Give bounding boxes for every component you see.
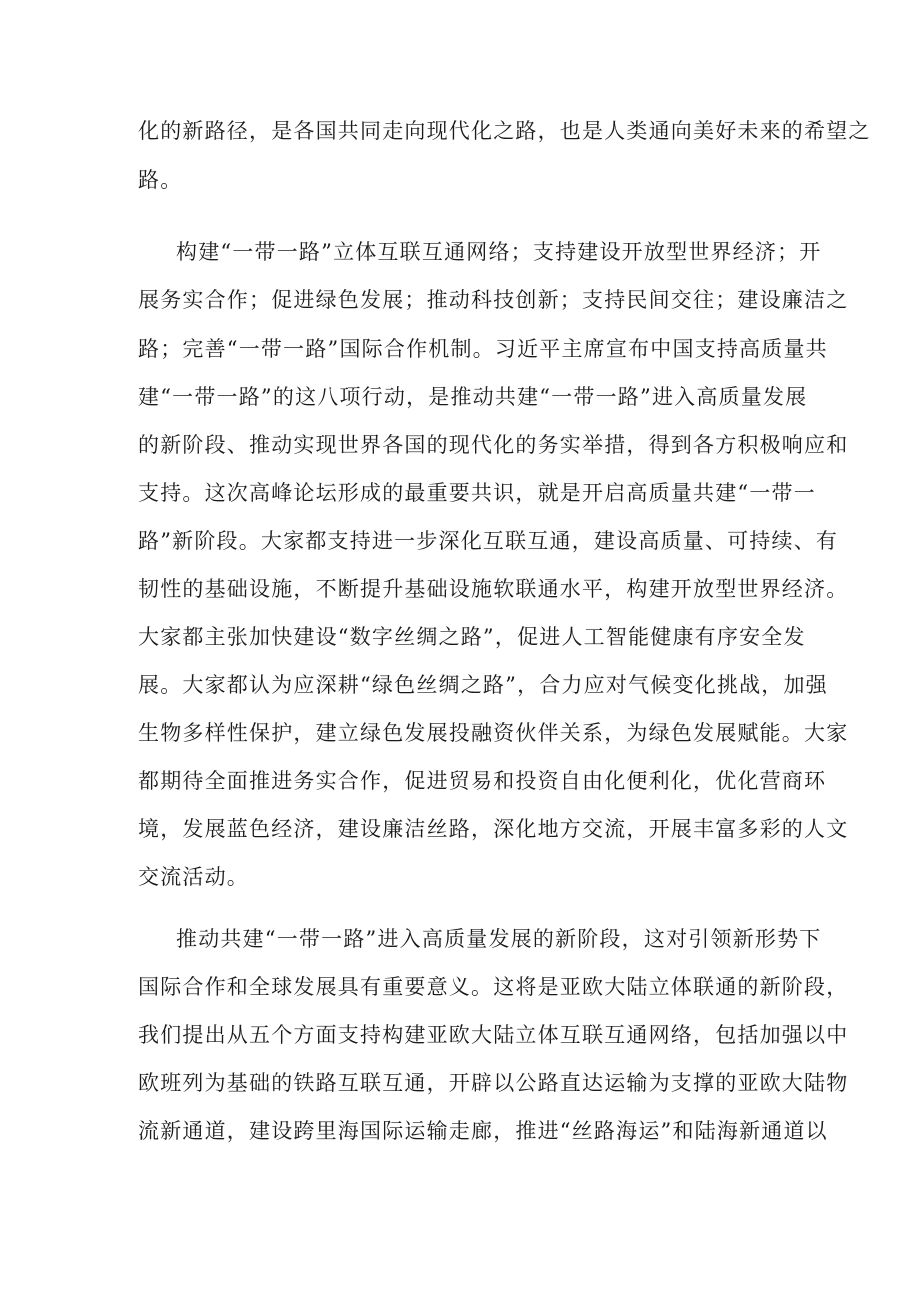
text-line: 的新阶段、推动实现世界各国的现代化的务实举措，得到各方积极响应和 (138, 433, 849, 457)
text-line: 路；完善“一带一路”国际合作机制。习近平主席宣布中国支持高质量共 (138, 337, 828, 361)
text-line: 路”新阶段。大家都支持进一步深化互联互通，建设高质量、可持续、有 (138, 529, 839, 553)
text-line: 欧班列为基础的铁路互联互通，开辟以公路直达运输为支撑的亚欧大陆物 (138, 1071, 849, 1095)
text-line: 路。 (138, 168, 183, 192)
text-line: 生物多样性保护，建立绿色发展投融资伙伴关系，为绿色发展赋能。大家 (138, 721, 849, 745)
text-line: 都期待全面推进务实合作，促进贸易和投资自由化便利化，优化营商环 (138, 769, 827, 793)
text-line: 构建“一带一路”立体互联互通网络；支持建设开放型世界经济；开 (176, 240, 822, 264)
text-line: 我们提出从五个方面支持构建亚欧大陆立体互联互通网络，包括加强以中 (138, 1023, 849, 1047)
text-line: 化的新路径，是各国共同走向现代化之路，也是人类通向美好未来的希望之 (138, 119, 871, 143)
text-line: 大家都主张加快建设“数字丝绸之路”，促进人工智能健康有序安全发 (138, 625, 806, 649)
text-line: 建“一带一路”的这八项行动，是推动共建“一带一路”进入高质量发展 (138, 385, 808, 409)
text-line: 推动共建“一带一路”进入高质量发展的新阶段，这对引领新形势下 (176, 927, 822, 951)
text-line: 展务实合作；促进绿色发展；推动科技创新；支持民间交往；建设廉洁之 (138, 288, 849, 312)
text-line: 境，发展蓝色经济，建设廉洁丝路，深化地方交流，开展丰富多彩的人文 (138, 817, 849, 841)
text-line: 交流活动。 (138, 865, 249, 889)
text-line: 韧性的基础设施，不断提升基础设施软联通水平，构建开放型世界经济。 (138, 577, 849, 601)
text-line: 支持。这次高峰论坛形成的最重要共识，就是开启高质量共建“一带一 (138, 481, 816, 505)
text-line: 国际合作和全球发展具有重要意义。这将是亚欧大陆立体联通的新阶段， (138, 975, 849, 999)
text-line: 流新通道，建设跨里海国际运输走廊，推进“丝路海运”和陆海新通道以 (138, 1119, 828, 1143)
text-line: 展。大家都认为应深耕“绿色丝绸之路”，合力应对气候变化挑战，加强 (138, 673, 828, 697)
